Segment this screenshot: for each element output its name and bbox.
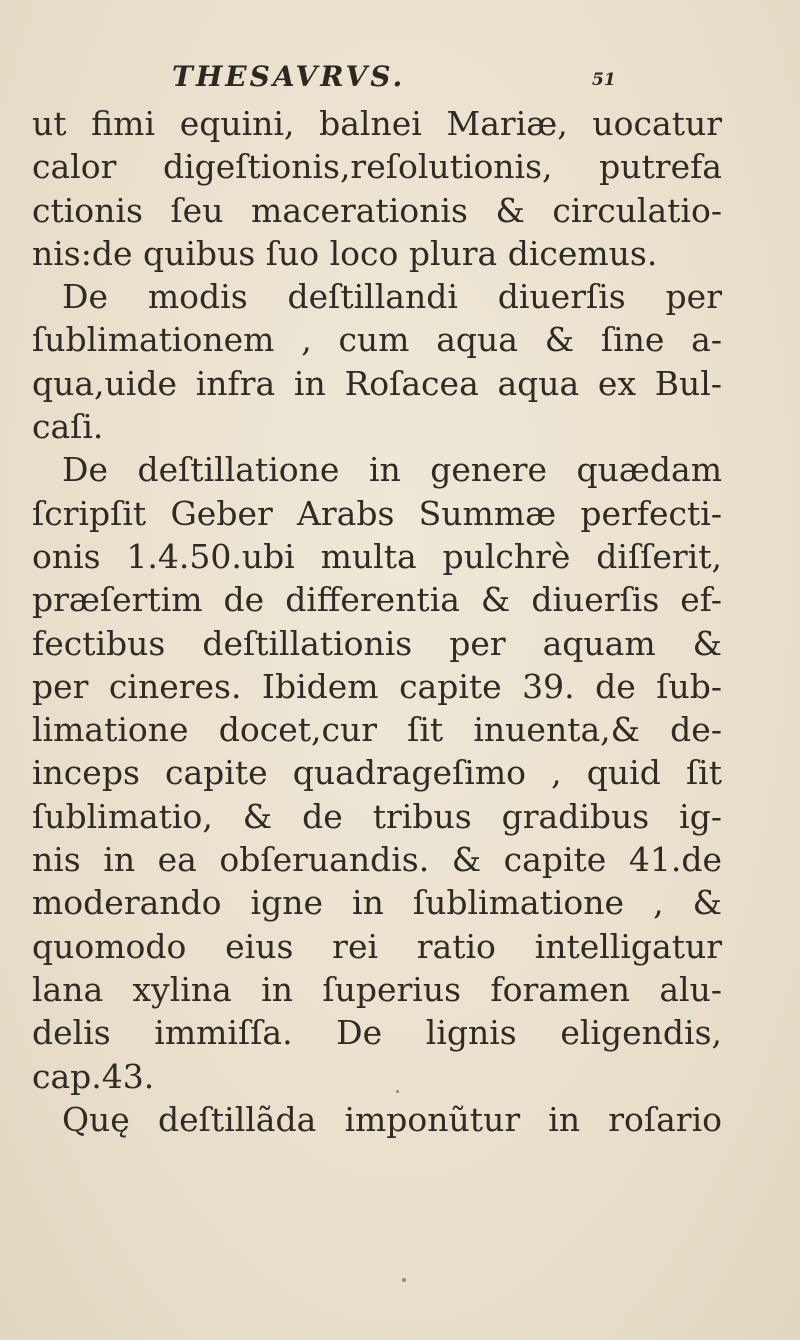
text-line: Quę deſtillãda imponũtur in roſario: [62, 1099, 722, 1139]
text-line: nis:de quibus ſuo loco plura dicemus.: [32, 233, 658, 273]
text-line: ctionis ſeu macerationis & circulatio-: [32, 190, 722, 230]
text-line: De modis deſtillandi diuerſis per: [62, 277, 722, 317]
text-line: cap.43.: [32, 1056, 155, 1096]
text-line: ut fimi equini, balnei Mariæ, uocatur: [32, 104, 722, 143]
body-text: [32, 102, 722, 1141]
text-line: ſublimatio, & de tribus gradibus ig-: [32, 796, 722, 836]
text-line: ſcripſit Geber Arabs Summæ perfecti-: [32, 493, 722, 533]
text-line: fectibus deſtillationis per aquam &: [32, 623, 722, 663]
text-line: calor digeſtionis,reſolutionis, putrefa: [32, 147, 722, 187]
paper-speck: [402, 1278, 406, 1282]
text-line: quomodo eius rei ratio intelligatur: [32, 926, 722, 966]
text-line: moderando igne in ſublimatione , &: [32, 883, 722, 923]
text-line: De deſtillatione in genere quædam: [62, 450, 722, 490]
text-line: ſublimationem , cum aqua & ſine a-: [32, 320, 722, 360]
text-line: per cineres. Ibidem capite 39. de ſub-: [32, 666, 722, 706]
text-line: inceps capite quadrageſimo , quid ſit: [32, 753, 722, 793]
text-line: præſertim de differentia & diuerſis ef-: [32, 580, 722, 620]
text-line: lana xylina in ſuperius foramen alu-: [32, 969, 722, 1009]
text-line: limatione docet,cur ſit inuenta,& de-: [32, 710, 722, 750]
paper-speck: [396, 1090, 399, 1093]
text-line: qua,uide infra in Roſacea aqua ex Bul-: [32, 363, 722, 403]
text-line: caſi.: [32, 407, 104, 447]
running-head: [0, 58, 800, 98]
text-line: onis 1.4.50.ubi multa pulchrè diſſerit,: [32, 536, 722, 576]
page-number: 51: [592, 70, 616, 90]
text-line: nis in ea obſeruandis. & capite 41.de: [32, 840, 722, 880]
text-line: delis immiſſa. De lignis eligendis,: [32, 1013, 722, 1053]
running-title: THESAVRVS.: [172, 60, 406, 93]
